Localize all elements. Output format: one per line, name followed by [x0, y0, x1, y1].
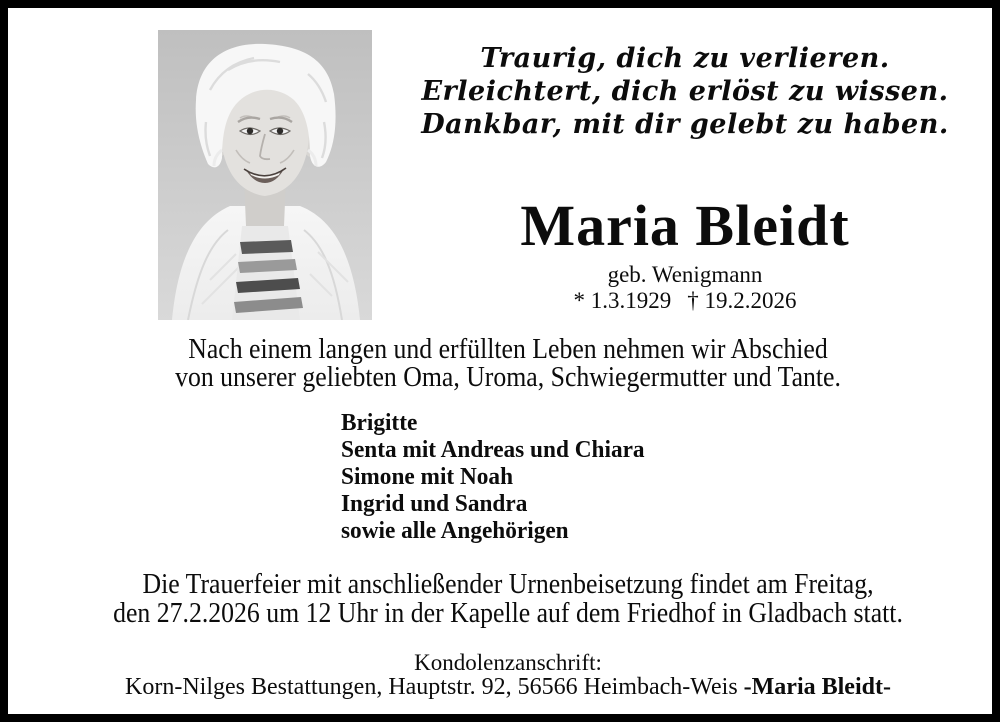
funeral-line-1: Die Trauerfeier mit anschließender Urnenbeisetzung findet am Freitag, — [142, 569, 874, 600]
mourner-item: Senta mit Andreas und Chiara — [341, 437, 645, 463]
funeral-info — [8, 570, 1000, 628]
life-dates — [382, 288, 988, 314]
portrait-photo — [158, 30, 372, 320]
condolence-address — [8, 674, 1000, 701]
epigraph-line-1: Traurig, dich zu verlieren. — [480, 43, 890, 74]
intro-line-2: von unserer geliebten Oma, Uroma, Schwiegermutter und Tante. — [175, 362, 841, 393]
death-date: † 19.2.2026 — [687, 288, 797, 313]
portrait-photo-graphic — [158, 30, 372, 320]
mourners-list — [341, 410, 654, 545]
intro-paragraph — [8, 336, 1000, 392]
epigraph — [382, 42, 988, 141]
deceased-name: Maria Bleidt — [520, 193, 850, 258]
mourner-item: Ingrid und Sandra — [341, 491, 528, 517]
condolence-addressee: -Maria Bleidt- — [743, 674, 891, 700]
epigraph-line-2: Erleichtert, dich erlöst zu wissen. — [421, 76, 949, 107]
mourner-item: Brigitte — [341, 410, 418, 436]
intro-line-1: Nach einem langen und erfüllten Leben nehmen wir Abschied — [188, 334, 828, 365]
maiden-name: geb. Wenigmann — [607, 262, 763, 287]
epigraph-line-3: Dankbar, mit dir gelebt zu haben. — [421, 109, 949, 140]
condolence-address-text: Korn-Nilges Bestattungen, Hauptstr. 92, 56566 Heimbach-Weis — [125, 674, 744, 700]
funeral-line-2: den 27.2.2026 um 12 Uhr in der Kapelle auf dem Friedhof in Gladbach statt. — [113, 598, 903, 629]
birth-date: * 1.3.1929 — [573, 288, 672, 313]
mourner-item: Simone mit Noah — [341, 464, 514, 490]
condolence-label: Kondolenzanschrift: — [414, 650, 602, 675]
mourner-item: sowie alle Angehörigen — [341, 518, 569, 544]
